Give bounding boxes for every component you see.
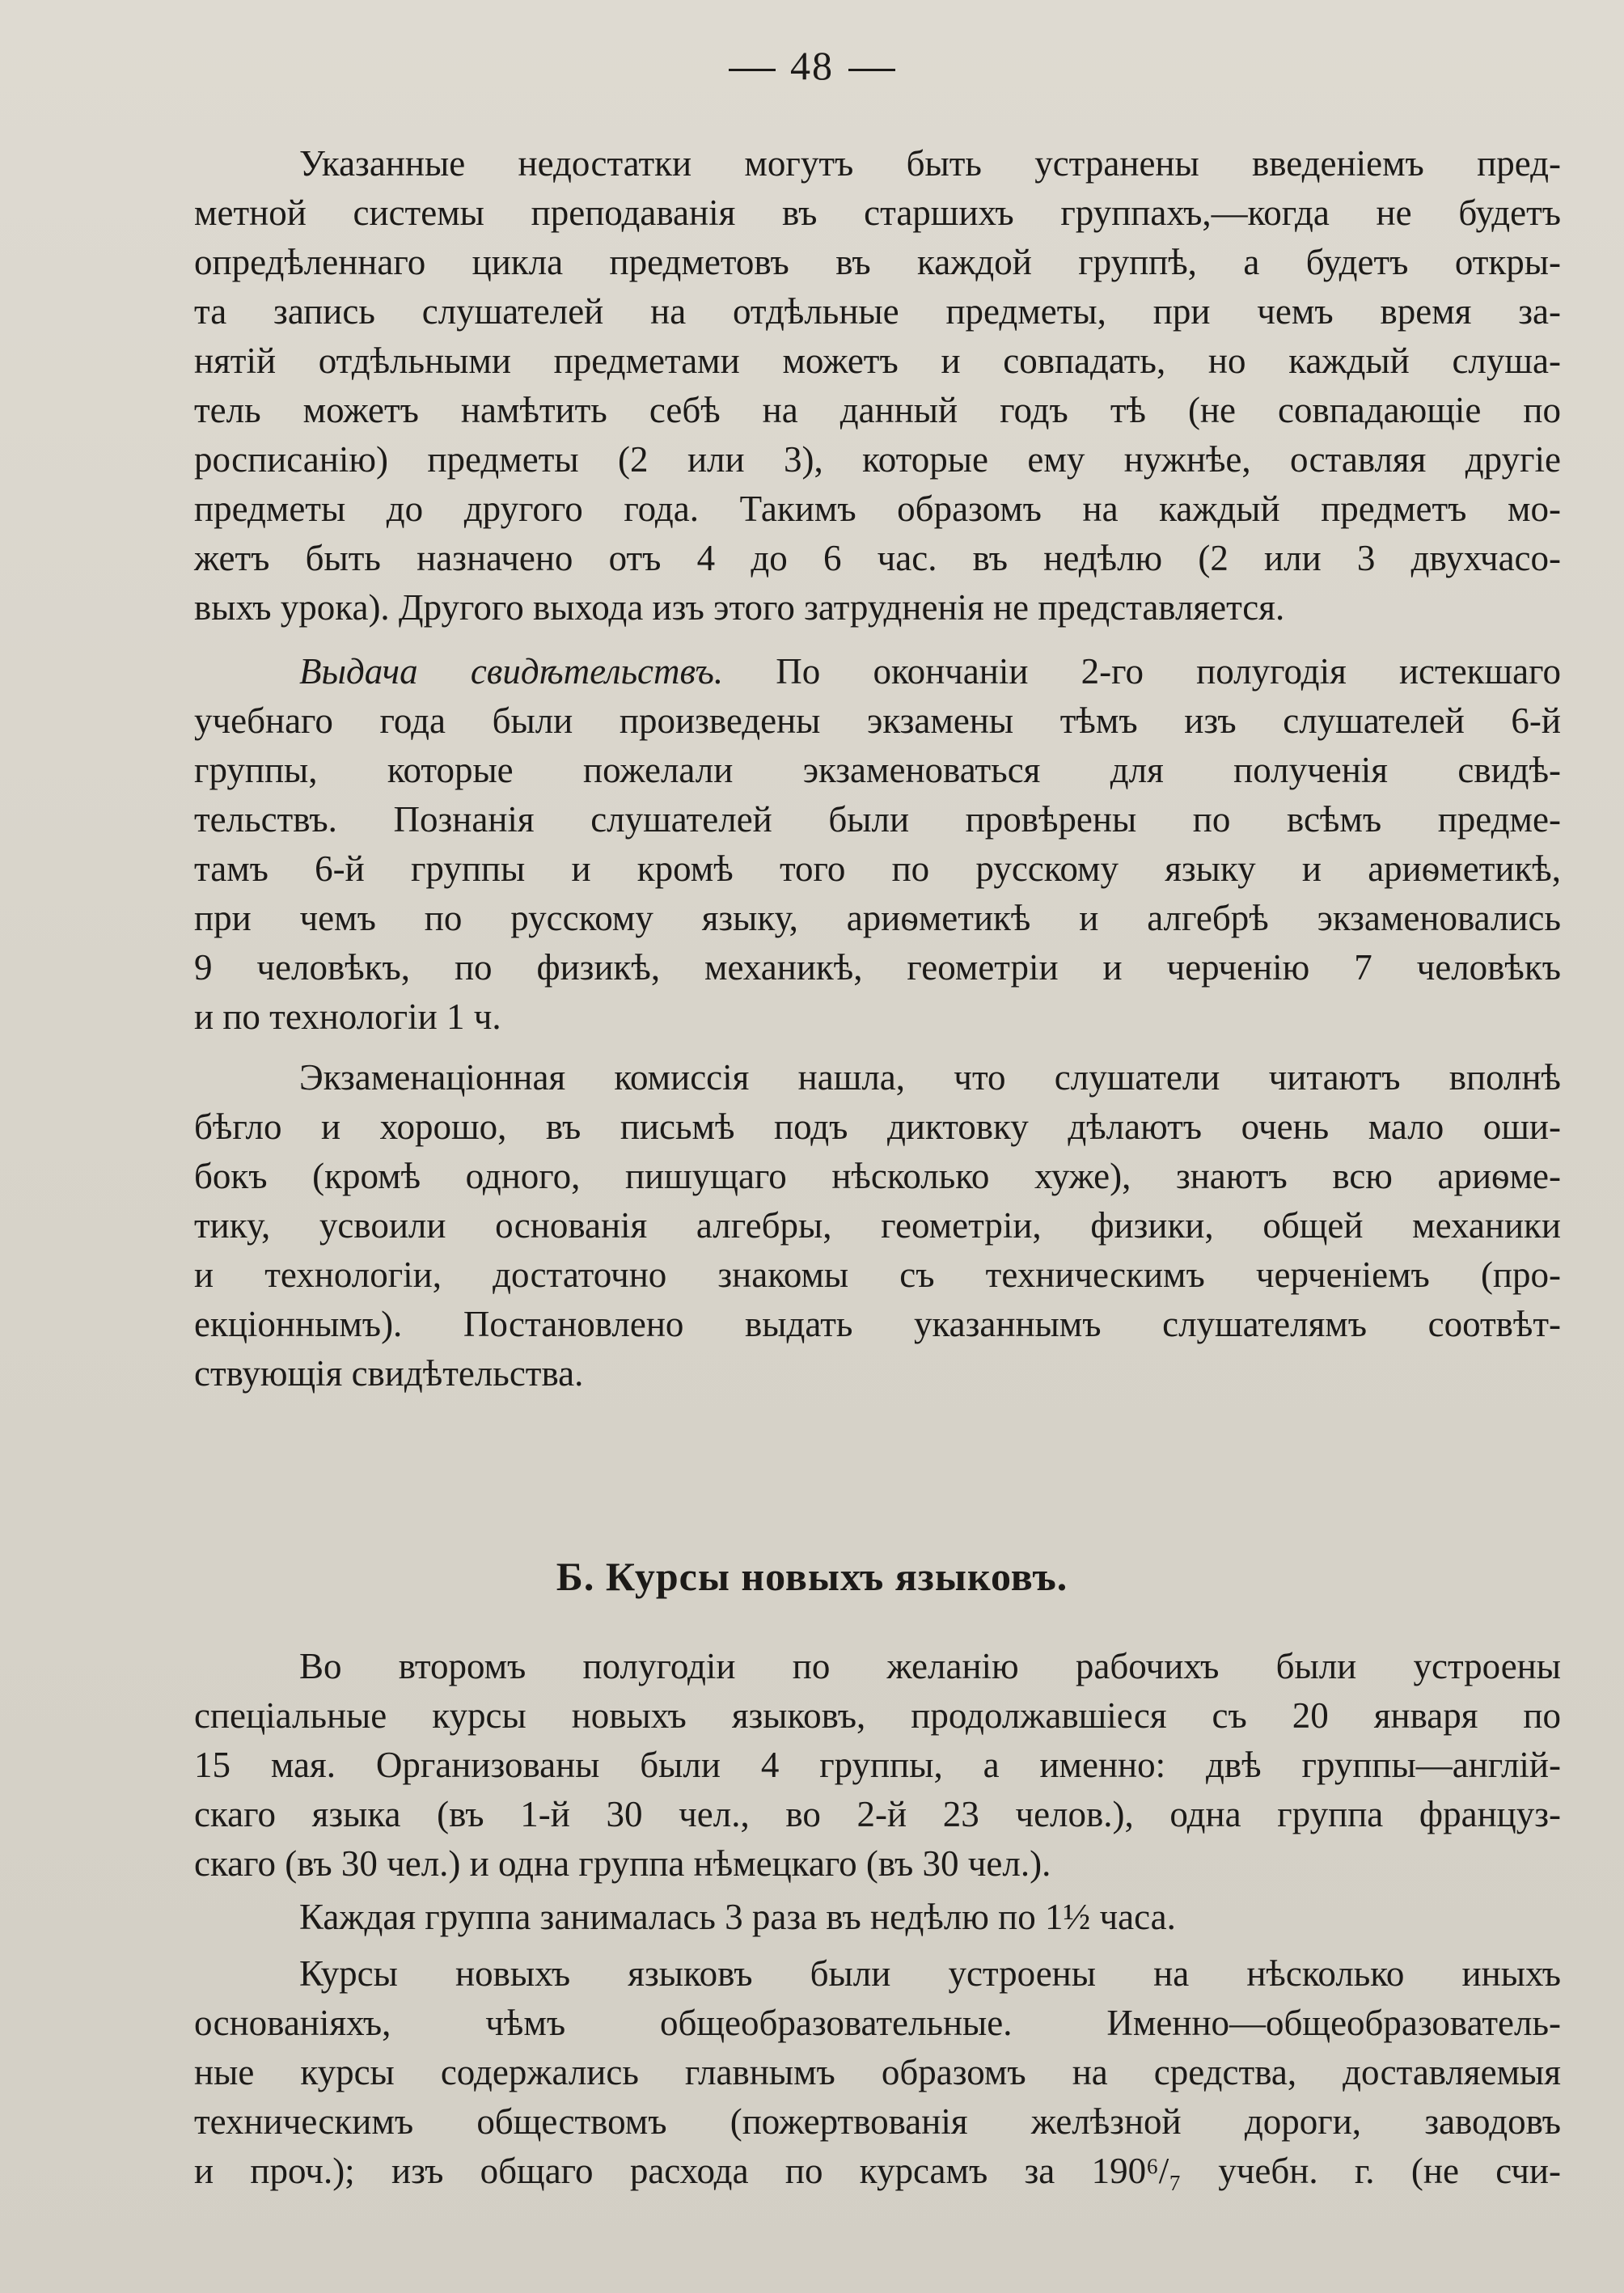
paragraph-schedule	[194, 1893, 1561, 1942]
text-line: и по технологіи 1 ч.	[194, 996, 501, 1037]
text-line: ные курсы содержались главнымъ образомъ на средства, доставляемыя	[194, 2052, 1561, 2092]
section-heading: Б. Курсы новыхъ языковъ.	[556, 1554, 1068, 1599]
folio-dash-left	[729, 69, 776, 71]
text-line: 9 человѣкъ, по физикѣ, механикѣ, геометріи и черченію 7 человѣкъ	[194, 947, 1561, 988]
text-line: предметы до другого года. Такимъ образомъ на каждый предметъ мо-	[194, 489, 1561, 529]
paragraph-funding	[194, 1949, 1561, 2196]
text-line: выхъ урока). Другого выхода изъ этого затрудненія не представляется.	[194, 587, 1285, 628]
text-line: скаго (въ 30 чел.) и одна группа нѣмецкаго (въ 30 чел.).	[194, 1843, 1051, 1884]
text-line: и технологіи, достаточно знакомы съ техническимъ черченіемъ (про-	[194, 1254, 1561, 1295]
text-line	[194, 647, 1561, 696]
text-line: тель можетъ намѣтить себѣ на данный годъ тѣ (не совпадающіе по	[194, 390, 1561, 430]
text-line: спеціальные курсы новыхъ языковъ, продолжавшіеся съ 20 января по	[194, 1695, 1561, 1736]
text-line: группы, которые пожелали экзаменоваться для полученія свидѣ-	[194, 750, 1561, 790]
paragraph-commission	[194, 1053, 1561, 1398]
text-line: та запись слушателей на отдѣльные предметы, при чемъ время за-	[194, 291, 1561, 332]
page-number-text: 48	[790, 43, 834, 88]
text-line: техническимъ обществомъ (пожертвованія желѣзной дороги, заводовъ	[194, 2101, 1561, 2142]
text-line: екціоннымъ). Постановлено выдать указаннымъ слушателямъ соотвѣт-	[194, 1304, 1561, 1344]
text-line: росписанію) предметы (2 или 3), которые ему нужнѣе, оставляя другіе	[194, 439, 1561, 480]
paragraph-language-courses	[194, 1642, 1561, 1889]
paragraph-deficiencies	[194, 139, 1561, 632]
text-line: нятій отдѣльными предметами можетъ и совпадать, но каждый слуша-	[194, 341, 1561, 381]
text-line: тамъ 6-й группы и кромѣ того по русскому языку и ариѳметикѣ,	[194, 848, 1561, 889]
section-lead-italic: Выдача свидѣтельствъ.	[299, 651, 724, 692]
text-line: бѣгло и хорошо, въ письмѣ подъ диктовку дѣлаютъ очень мало оши-	[194, 1106, 1561, 1147]
text-line: при чемъ по русскому языку, ариѳметикѣ и алгебрѣ экзаменовались	[194, 898, 1561, 938]
text-line: Экзаменаціонная комиссія нашла, что слушатели читаютъ вполнѣ	[299, 1057, 1561, 1098]
folio-dash-right	[848, 69, 895, 71]
text-line: Каждая группа занималась 3 раза въ недѣлю по 1½ часа.	[299, 1897, 1176, 1937]
text-line: ствующія свидѣтельства.	[194, 1353, 584, 1394]
text-line: жетъ быть назначено отъ 4 до 6 час. въ недѣлю (2 или 3 двухчасо-	[194, 538, 1561, 578]
text-line: опредѣленнаго цикла предметовъ въ каждой группѣ, а будетъ откры-	[194, 242, 1561, 282]
page-number	[0, 42, 1624, 89]
text-line: учебнаго года были произведены экзамены тѣмъ изъ слушателей 6-й	[194, 700, 1561, 741]
text-line: Указанные недостатки могутъ быть устранены введеніемъ пред-	[299, 143, 1561, 184]
text-line-rest: По окончаніи 2-го полугодія истекшаго	[723, 651, 1561, 692]
paragraph-certificates	[194, 647, 1561, 1042]
text-line: Курсы новыхъ языковъ были устроены на нѣсколько иныхъ	[299, 1953, 1561, 1994]
text-line: Во второмъ полугодіи по желанію рабочихъ были устроены	[299, 1646, 1561, 1686]
text-line: тельствъ. Познанія слушателей были провѣрены по всѣмъ предме-	[194, 799, 1561, 840]
text-line: метной системы преподаванія въ старшихъ группахъ,—когда не будетъ	[194, 192, 1561, 233]
text-line: 15 мая. Организованы были 4 группы, а именно: двѣ группы—англій-	[194, 1745, 1561, 1785]
text-line: тику, усвоили основанія алгебры, геометріи, физики, общей механики	[194, 1205, 1561, 1246]
text-line: скаго языка (въ 1-й 30 чел., во 2-й 23 челов.), одна группа француз-	[194, 1794, 1561, 1834]
text-line: основаніяхъ, чѣмъ общеобразовательные. Именно—общеобразователь-	[194, 2003, 1561, 2043]
text-line: бокъ (кромѣ одного, пишущаго нѣсколько хуже), знаютъ всю ариѳме-	[194, 1156, 1561, 1196]
text-line: и проч.); изъ общаго расхода по курсамъ за 190⁶/₇ учебн. г. (не счи-	[194, 2151, 1561, 2191]
